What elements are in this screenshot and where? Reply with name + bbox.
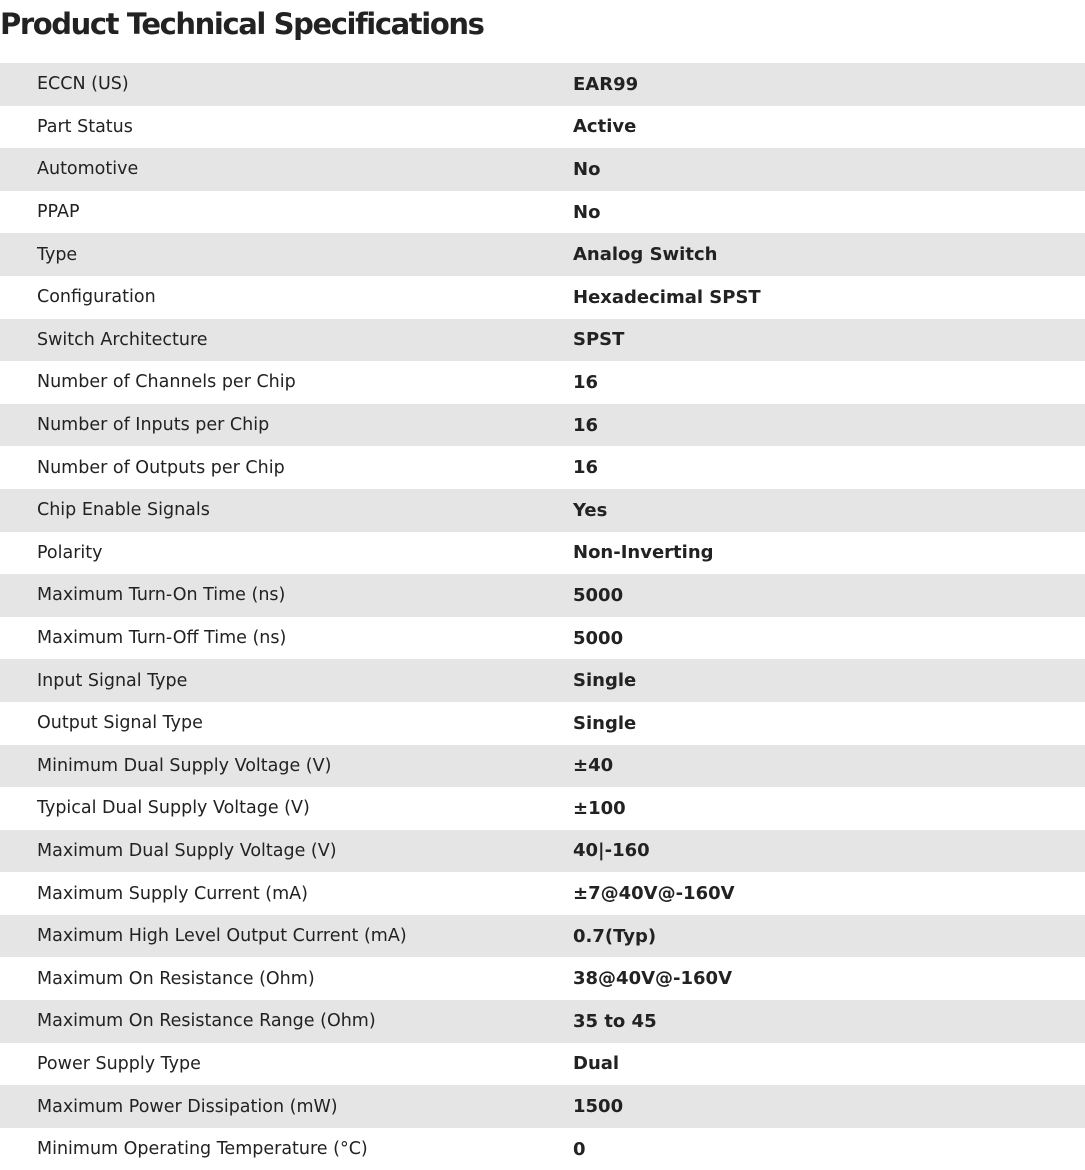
spec-value: 0 (573, 1138, 586, 1160)
spec-value: 1500 (573, 1096, 624, 1118)
table-row (0, 106, 1085, 149)
spec-label: Number of Inputs per Chip (37, 415, 270, 436)
spec-value: ±7@40V@-160V (573, 883, 735, 905)
spec-value: Single (573, 712, 637, 734)
spec-label: Input Signal Type (37, 670, 188, 691)
table-row (0, 830, 1085, 873)
table-row (0, 617, 1085, 660)
table-row (0, 872, 1085, 915)
spec-label: Number of Channels per Chip (37, 372, 296, 393)
table-row (0, 191, 1085, 234)
spec-label: Configuration (37, 287, 156, 308)
spec-value: ±40 (573, 755, 614, 777)
spec-value: 0.7(Typ) (573, 925, 657, 947)
table-row (0, 787, 1085, 830)
spec-label: Maximum Dual Supply Voltage (V) (37, 840, 337, 861)
spec-value: 5000 (573, 584, 624, 606)
spec-value: 5000 (573, 627, 624, 649)
table-row (0, 1000, 1085, 1043)
spec-value: 16 (573, 457, 599, 479)
spec-value: 16 (573, 414, 599, 436)
table-row (0, 446, 1085, 489)
spec-table (0, 63, 1085, 1170)
spec-label: Maximum High Level Output Current (mA) (37, 926, 407, 947)
spec-label: Power Supply Type (37, 1053, 201, 1074)
spec-label: Polarity (37, 542, 103, 563)
spec-value: Active (573, 116, 637, 138)
table-row (0, 148, 1085, 191)
table-row (0, 1128, 1085, 1170)
spec-value: ±100 (573, 797, 626, 819)
spec-label: Automotive (37, 159, 139, 180)
table-row (0, 1085, 1085, 1128)
spec-label: Number of Outputs per Chip (37, 457, 285, 478)
table-row (0, 489, 1085, 532)
table-row (0, 276, 1085, 319)
table-row (0, 1043, 1085, 1086)
spec-value: 16 (573, 371, 599, 393)
page-title: Product Technical Specifications (0, 7, 484, 41)
table-row (0, 361, 1085, 404)
spec-label: Output Signal Type (37, 713, 203, 734)
spec-label: Minimum Operating Temperature (°C) (37, 1139, 368, 1160)
spec-label: Maximum Turn-Off Time (ns) (37, 628, 287, 649)
table-row (0, 745, 1085, 788)
spec-label: Switch Architecture (37, 329, 208, 350)
spec-value: SPST (573, 329, 625, 351)
spec-label: Minimum Dual Supply Voltage (V) (37, 755, 332, 776)
spec-label: Chip Enable Signals (37, 500, 210, 521)
table-row (0, 957, 1085, 1000)
table-row (0, 702, 1085, 745)
spec-value: Hexadecimal SPST (573, 286, 761, 308)
spec-label: Maximum Supply Current (mA) (37, 883, 308, 904)
spec-label: Maximum Turn-On Time (ns) (37, 585, 286, 606)
spec-value: Single (573, 670, 637, 692)
spec-value: No (573, 201, 601, 223)
spec-label: Maximum On Resistance Range (Ohm) (37, 1011, 376, 1032)
spec-label: Maximum On Resistance (Ohm) (37, 968, 315, 989)
spec-value: Dual (573, 1053, 620, 1075)
table-row (0, 233, 1085, 276)
table-row (0, 404, 1085, 447)
table-row (0, 319, 1085, 362)
table-row (0, 63, 1085, 106)
spec-value: No (573, 158, 601, 180)
spec-label: ECCN (US) (37, 74, 129, 95)
spec-value: 40|-160 (573, 840, 650, 862)
table-row (0, 574, 1085, 617)
spec-value: 38@40V@-160V (573, 968, 733, 990)
spec-label: PPAP (37, 202, 80, 223)
table-row (0, 659, 1085, 702)
table-row (0, 532, 1085, 575)
table-row (0, 915, 1085, 958)
spec-label: Type (37, 244, 78, 265)
spec-value: Analog Switch (573, 244, 718, 266)
spec-label: Typical Dual Supply Voltage (V) (37, 798, 310, 819)
spec-label: Maximum Power Dissipation (mW) (37, 1096, 338, 1117)
spec-value: Yes (573, 499, 608, 521)
spec-value: 35 to 45 (573, 1010, 657, 1032)
spec-value: Non-Inverting (573, 542, 714, 564)
spec-label: Part Status (37, 116, 133, 137)
spec-value: EAR99 (573, 73, 639, 95)
